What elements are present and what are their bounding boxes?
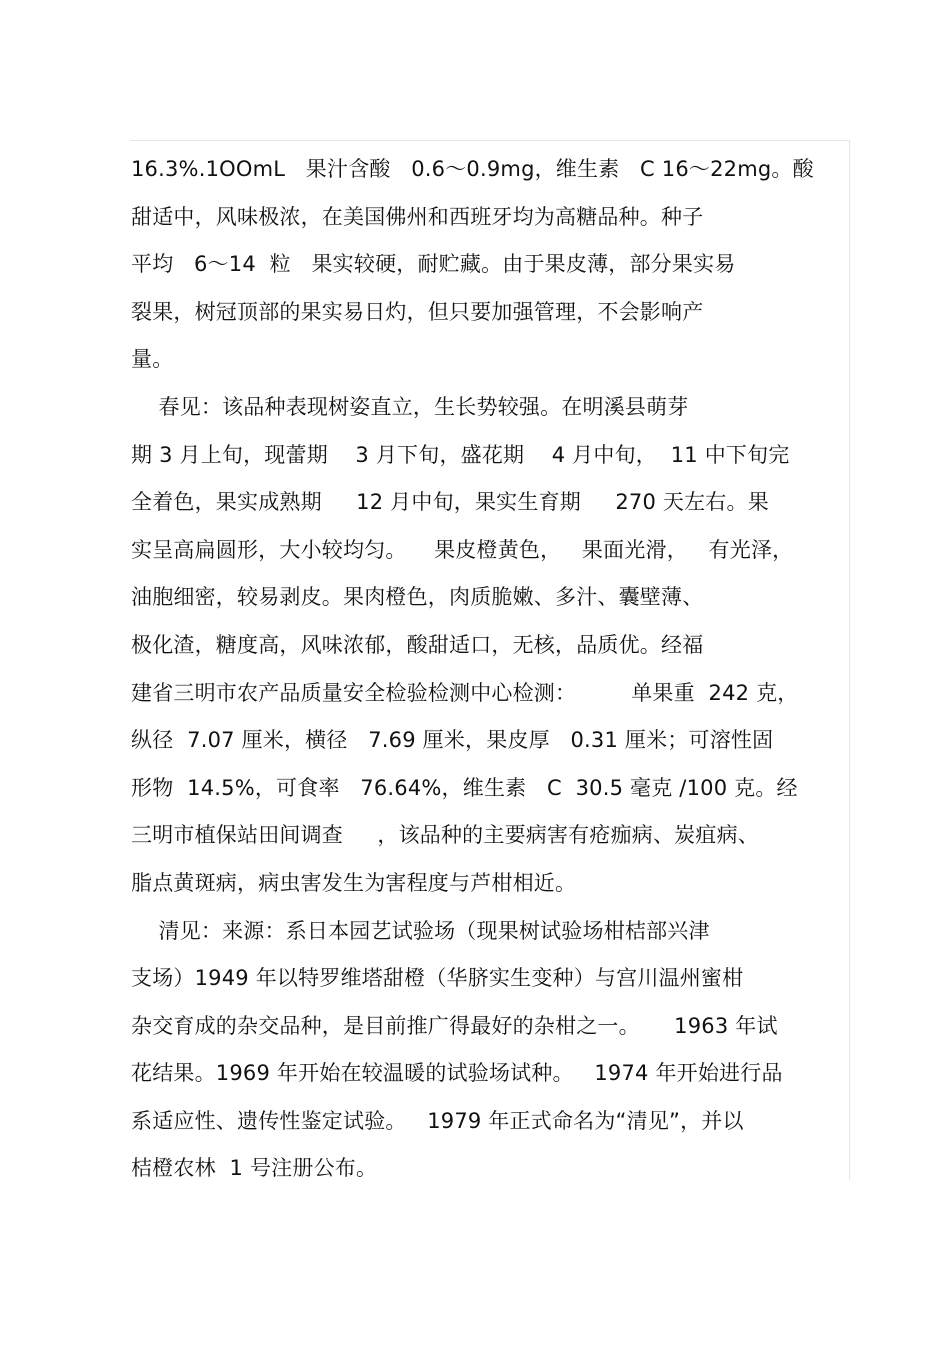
text-line: 裂果，树冠顶部的果实易日灼，但只要加强管理，不会影响产 xyxy=(131,299,704,324)
text-line: 平均 6～14 粒 果实较硬，耐贮藏。由于果皮薄，部分果实易 xyxy=(131,252,736,277)
text-line: 16.3%.1OOmL 果汁含酸 0.6～0.9mg，维生素 C 16～22mg。酸 xyxy=(131,157,814,181)
text-line: 极化渣，糖度高，风味浓郁，酸甜适口，无核，品质优。经福 xyxy=(131,632,704,657)
text-line: 脂点黄斑病，病虫害发生为害程度与芦柑相近。 xyxy=(131,870,577,895)
text-line: 桔橙农林 1 号注册公布。 xyxy=(131,1156,378,1181)
text-line: 系适应性、遗传性鉴定试验。 1979 年正式命名为“清见”，并以 xyxy=(131,1108,744,1133)
text-line: 三明市植保站田间调查 ，该品种的主要病害有疮痂病、炭疽病、 xyxy=(131,823,759,848)
text-line: 期 3 月上旬，现蕾期 3 月下旬，盛花期 4 月中旬， 11 中下旬完 xyxy=(131,442,790,467)
text-line: 形物 14.5%，可食率 76.64%，维生素 C 30.5 毫克 /100 克。经 xyxy=(131,775,798,800)
text-line: 纵径 7.07 厘米，横径 7.69 厘米，果皮厚 0.31 厘米；可溶性固 xyxy=(131,728,774,753)
text-line: 杂交育成的杂交品种，是目前推广得最好的杂柑之一。 1963 年试 xyxy=(131,1013,778,1038)
text-line: 甜适中，风味极浓，在美国佛州和西班牙均为高糖品种。种子 xyxy=(131,204,704,229)
text-line: 量。 xyxy=(131,347,174,372)
text-line: 油胞细密，较易剥皮。果肉橙色，肉质脆嫩、多汁、囊壁薄、 xyxy=(131,585,704,610)
text-line: 支场）1949 年以特罗维塔甜橙（华脐实生变种）与宫川温州蜜柑 xyxy=(131,966,744,991)
text-line: 清见：来源：系日本园艺试验场（现果树试验场柑桔部兴津 xyxy=(131,918,710,943)
text-line: 花结果。1969 年开始在较温暖的试验场试种。 1974 年开始进行品 xyxy=(131,1061,783,1086)
text-line: 建省三明市农产品质量安全检验检测中心检测： 单果重 242 克， xyxy=(131,680,799,705)
text-line: 春见：该品种表现树姿直立，生长势较强。在明溪县萌芽 xyxy=(131,394,689,419)
document-body xyxy=(131,146,861,1193)
text-line: 全着色，果实成熟期 12 月中旬，果实生育期 270 天左右。果 xyxy=(131,490,769,515)
text-line: 实呈高扁圆形，大小较均匀。 果皮橙黄色， 果面光滑， 有光泽， xyxy=(131,537,794,562)
